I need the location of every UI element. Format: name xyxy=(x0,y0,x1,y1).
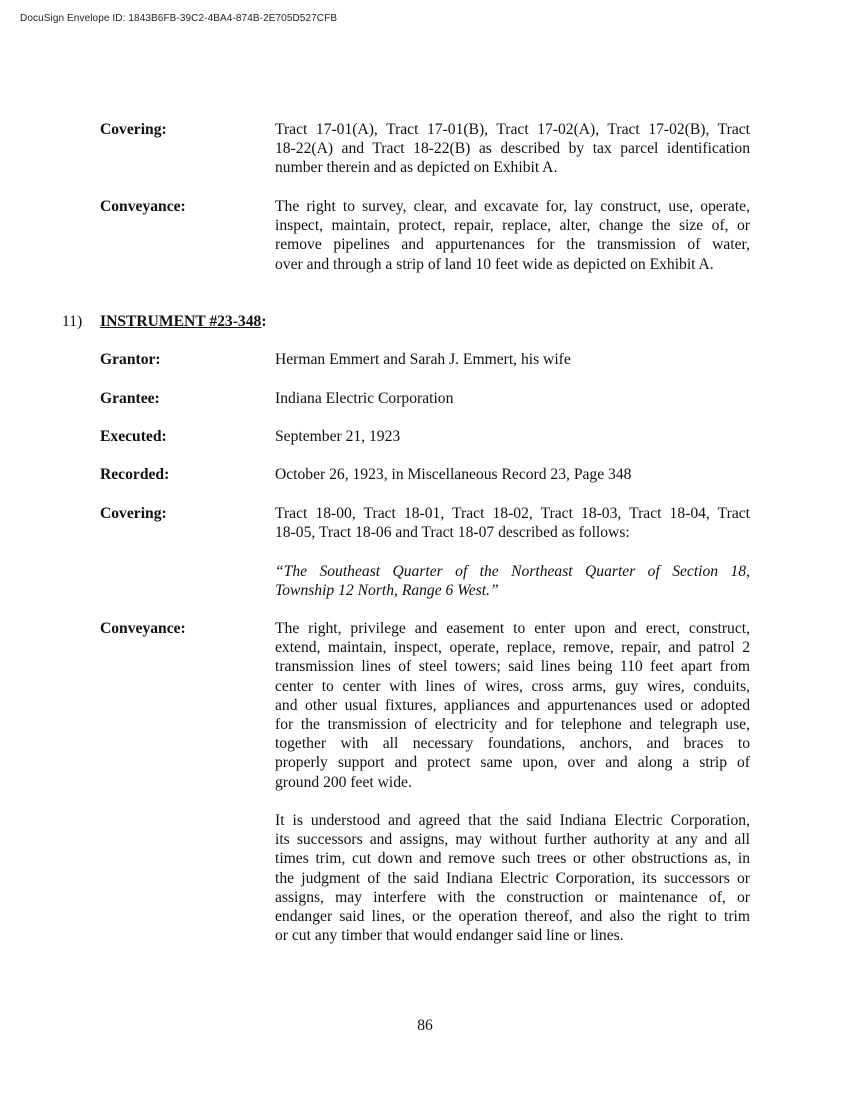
covering-label: Covering: xyxy=(100,505,167,522)
covering-text xyxy=(275,120,750,178)
grantee-label: Grantee: xyxy=(100,390,160,407)
text-line: ground 200 feet wide. xyxy=(275,773,412,791)
text-line: extend, maintain, inspect, operate, replace, remove, repair, and patrol 2 xyxy=(275,639,750,657)
text-line: center to center with lines of wires, cross arms, guy wires, conduits, xyxy=(275,677,750,695)
text-line: the judgment of the said Indiana Electric Corporation, its successors or xyxy=(275,869,750,887)
text-line: transmission lines of steel towers; said lines being 110 feet apart from xyxy=(275,658,750,676)
text-line: or cut any timber that would endanger said line or lines. xyxy=(275,927,624,945)
text-line: It is understood and agreed that the said Indiana Electric Corporation, xyxy=(275,812,750,829)
text-line: together with all necessary foundations, anchors, and braces to xyxy=(275,735,750,753)
executed-value: September 21, 1923 xyxy=(275,428,401,445)
text-line: times trim, cut down and remove such trees or other obstructions as, in xyxy=(275,850,750,868)
recorded-value: October 26, 1923, in Miscellaneous Record 23, Page 348 xyxy=(275,466,632,483)
covering-label: Covering: xyxy=(100,121,167,138)
conveyance-text xyxy=(275,197,750,274)
recorded-label: Recorded: xyxy=(100,466,170,483)
covering-text xyxy=(275,504,750,542)
instrument-number: 11) xyxy=(62,313,83,330)
text-line: its successors and assigns, may without further authority at any and all xyxy=(275,831,750,849)
conveyance-paragraph-2 xyxy=(275,811,750,945)
text-line: remove pipelines and appurtenances for the transmission of water, xyxy=(275,236,750,254)
text-line: over and through a strip of land 10 feet wide as depicted on Exhibit A. xyxy=(275,255,714,273)
grantor-label: Grantor: xyxy=(100,351,161,368)
instrument-title: INSTRUMENT #23-348 xyxy=(100,313,262,330)
text-line: “The Southeast Quarter of the Northeast Quarter of Section 18, xyxy=(275,563,750,580)
text-line: inspect, maintain, protect, repair, replace, alter, change the size of, or xyxy=(275,217,750,235)
text-line: The right to survey, clear, and excavate for, lay construct, use, operate, xyxy=(275,198,750,215)
text-line: 18-22(A) and Tract 18-22(B) as described by tax parcel identification xyxy=(275,140,750,158)
text-line: Tract 17-01(A), Tract 17-01(B), Tract 17-02(A), Tract 17-02(B), Tract xyxy=(275,121,750,138)
legal-description-quote xyxy=(275,562,750,600)
text-line: number therein and as depicted on Exhibit A. xyxy=(275,159,558,177)
text-line: endanger said lines, or the operation thereof, and also the right to trim xyxy=(275,908,750,926)
text-line: 18-05, Tract 18-06 and Tract 18-07 described as follows: xyxy=(275,524,630,542)
text-line: for the transmission of electricity and for telephone and telegraph use, xyxy=(275,716,750,734)
instrument-heading xyxy=(100,312,267,331)
conveyance-paragraph-1 xyxy=(275,619,750,792)
docusign-envelope-id: DocuSign Envelope ID: 1843B6FB-39C2-4BA4-874B-2E705D527CFB xyxy=(20,13,338,24)
text-line: and other usual fixtures, appliances and appurtenances used or adopted xyxy=(275,696,750,714)
conveyance-label: Conveyance: xyxy=(100,198,186,215)
text-line: Tract 18-00, Tract 18-01, Tract 18-02, Tract 18-03, Tract 18-04, Tract xyxy=(275,505,750,522)
text-line: properly support and protect same upon, over and along a strip of xyxy=(275,754,750,772)
text-line: Township 12 North, Range 6 West.” xyxy=(275,582,499,600)
text-line: assigns, may interfere with the construction or maintenance of, or xyxy=(275,888,750,906)
conveyance-label: Conveyance: xyxy=(100,620,186,637)
grantor-value: Herman Emmert and Sarah J. Emmert, his wife xyxy=(275,351,571,368)
page-number: 86 xyxy=(417,1017,433,1034)
heading-colon: : xyxy=(261,313,267,330)
text-line: The right, privilege and easement to enter upon and erect, construct, xyxy=(275,620,750,637)
grantee-value: Indiana Electric Corporation xyxy=(275,390,454,407)
executed-label: Executed: xyxy=(100,428,167,445)
